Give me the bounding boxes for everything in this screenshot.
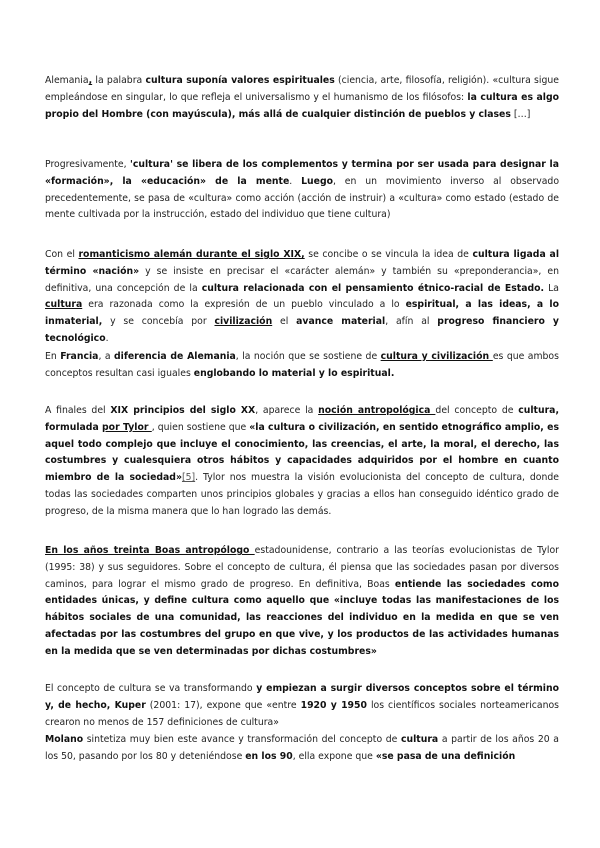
body-text: , a: [98, 351, 114, 362]
bold-text: espiritual, a las ideas, a lo inmaterial,: [45, 299, 559, 328]
underlined-text: cultura y civilización: [380, 351, 493, 362]
paragraph-tylor: [45, 403, 559, 521]
bold-text: Francia: [60, 351, 99, 362]
body-text: , en un movimiento inverso al observado precedentemente, se pasa de «cultura» como acción (acción de instruir) a «cultura» como estado (estado de mente cultivada por la instrucción, estado del individuo que tiene cultura): [45, 175, 560, 221]
bold-text: 'cultura' se libera de los complementos y termina por ser usada para designar la «formación», la «educación» de la mente: [45, 159, 559, 187]
bold-text: avance material: [296, 316, 386, 328]
bold-text: la cultura es algo propio del Hombre (con mayúscula), más allá de cualquier distinción de pueblos y clases: [45, 91, 559, 120]
body-text: Con el: [45, 249, 79, 260]
body-text: , quien sostiene que: [151, 421, 250, 433]
body-text: y se insiste en precisar el «carácter alemán» y también su «preponderancia», en definitiva, una concepción de la: [45, 265, 559, 294]
bold-text: y empiezan a surgir diversos conceptos sobre el término y, de hecho, Kuper: [45, 683, 559, 711]
body-text: sintetiza muy bien este avance y transformación del concepto de: [83, 734, 401, 745]
body-text: La: [544, 282, 559, 294]
bold-text: «la cultura o civilización, en sentido etnográfico amplio, es aquel todo complejo que incluye el conocimiento, las creencias, el arte, la moral, el derecho, las costumbres y cualesquiera otros hábitos y capacidades adquiridos por el hombre en cuanto miembro de la sociedad»: [45, 421, 559, 484]
body-text: Alemania: [45, 75, 89, 86]
body-text: En: [45, 351, 61, 362]
body-text: se concibe o se vincula la idea de: [304, 249, 473, 260]
bold-text: cultura suponía valores espirituales: [145, 75, 335, 86]
bold-text: cultura, formulada: [45, 405, 559, 433]
bold-text: en los 90: [245, 750, 293, 762]
body-text: Progresivamente,: [45, 159, 130, 170]
body-text: El concepto de cultura se va transformando: [45, 683, 257, 694]
body-text: , afín al: [385, 316, 438, 328]
body-text: A finales del: [45, 405, 111, 416]
bold-text: cultura relacionada con el pensamiento étnico-racial de Estado.: [201, 282, 545, 294]
body-text: la palabra: [92, 75, 146, 86]
underlined-text: civilización: [214, 316, 273, 328]
bold-text: cultura: [400, 734, 439, 745]
paragraph-romanticismo: [45, 247, 559, 348]
underlined-text: noción antropológica: [318, 405, 436, 416]
body-text: estadounidense, contrario a las teorías evolucionistas de Tylor (1995: 38) y sus seguidores. Sobre el concepto de cultura, él piensa que las sociedades pasan por diversos caminos, para lograr el mismo grado de progreso. En definitiva, Boas: [45, 545, 559, 590]
underlined-text: ,: [88, 75, 93, 86]
bold-text: «se pasa de una definición: [375, 750, 516, 762]
body-text: y se concebía por: [102, 316, 215, 328]
body-text: , la noción que se sostiene de: [235, 351, 381, 362]
underlined-text: romanticismo alemán durante el siglo XIX,: [78, 249, 305, 260]
body-text: (ciencia, arte, filosofía, religión). «cultura sigue empleándose en singular, lo que refleja el universalismo y el humanismo de los filósofos:: [45, 75, 559, 103]
paragraph-molano: [45, 732, 559, 766]
paragraph-francia: [45, 349, 559, 383]
bold-text: Molano: [45, 734, 84, 745]
underlined-text: En los años treinta Boas antropólogo: [45, 545, 255, 556]
bold-text: entiende las sociedades como entidades únicas, y define cultura como aquello que «incluye todas las manifestaciones de los hábitos sociales de una comunidad, las reacciones del individuo en la medida en que se ven afectadas por las costumbres del grupo en que vive, y los productos de las actividades humanas en la medida que se ven determinadas por dichas costumbres»: [45, 578, 559, 657]
bold-text: XIX principios del siglo XX: [110, 405, 256, 416]
paragraph-boas: [45, 543, 559, 661]
body-text: .: [105, 332, 109, 344]
body-text: .: [289, 175, 302, 187]
underlined-text: por Tylor: [102, 421, 152, 433]
body-text: el: [272, 316, 297, 328]
bold-text: diferencia de Alemania: [113, 351, 236, 362]
bold-text: cultura ligada al término «nación»: [45, 249, 560, 277]
paragraph-progresivamente: [45, 157, 559, 224]
bold-text: progreso financiero y tecnológico: [45, 316, 559, 344]
bold-text: 1920 y 1950: [300, 699, 367, 711]
underlined-text: cultura: [45, 299, 83, 311]
footnote-link[interactable]: [5]: [181, 472, 196, 484]
body-text: era razonada como la expresión de un pueblo vinculado a lo: [82, 299, 406, 311]
body-text: (2001: 17), expone que «entre: [145, 699, 301, 711]
paragraph-kuper: [45, 681, 559, 731]
body-text: […]: [510, 108, 531, 120]
body-text: , aparece la: [255, 405, 319, 416]
paragraph-alemania-cultura: [45, 73, 559, 123]
body-text: . Tylor nos muestra la visión evolucionista del concepto de cultura, donde todas las sociedades comparten unos principios globales y gracias a ellos han conseguido idéntico grado de progreso, de la misma manera que lo han logrado las demás.: [45, 472, 559, 517]
bold-text: englobando lo material y lo espiritual.: [193, 367, 395, 379]
body-text: , ella expone que: [292, 750, 376, 762]
bold-text: Luego: [301, 175, 333, 187]
body-text: es que ambos conceptos resultan casi iguales: [45, 351, 559, 379]
body-text: los científicos sociales norteamericanos crearon no menos de 157 definiciones de cultura»: [45, 699, 559, 728]
body-text: del concepto de: [435, 405, 519, 416]
body-text: a partir de los años 20 a los 50, pasando por los 80 y deteniéndose: [45, 734, 559, 762]
